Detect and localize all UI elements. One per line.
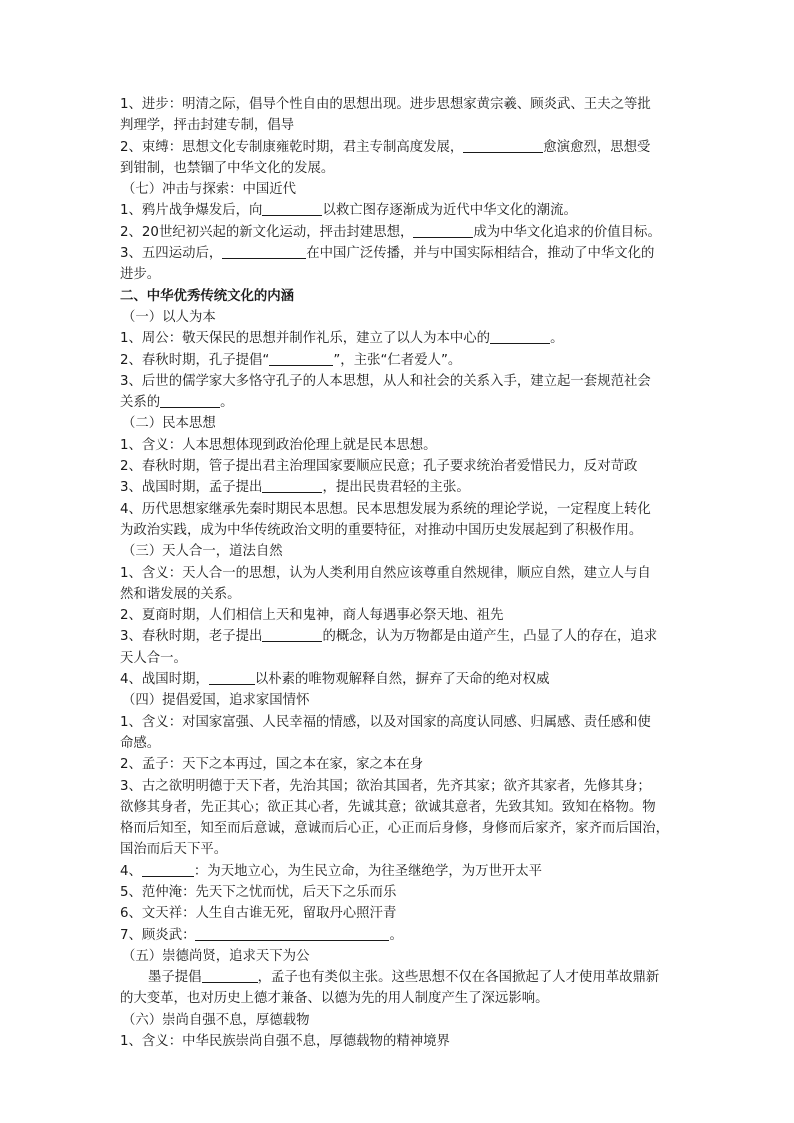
text-line — [120, 200, 680, 221]
text-segment: （五）崇德尚贤，追求天下为公 — [122, 948, 310, 964]
text-line — [120, 94, 680, 115]
text-segment: 3、战国时期，孟子提出 — [120, 480, 263, 496]
text-segment: 二、中华优秀传统文化的内涵 — [120, 288, 295, 304]
text-line — [120, 435, 680, 456]
text-segment: 到钳制，也禁锢了中华文化的发展。 — [120, 160, 335, 176]
fill-in-blank — [490, 330, 550, 344]
text-segment: 的大变革，也对历史上德才兼备、以德为先的用人制度产生了深远影响。 — [120, 991, 549, 1007]
text-segment: ，孟子也有类似主张。这些思想不仅在各国掀起了人才使用革故鼎新 — [257, 970, 660, 986]
text-line — [120, 328, 680, 349]
text-segment: 关系的 — [120, 395, 161, 411]
text-segment: 欲修其身者，先正其心；欲正其心者，先诚其意；欲诚其意者，先致其知。致知在格物。物 — [120, 799, 656, 815]
text-segment: 4、 — [120, 863, 142, 879]
fill-in-blank — [262, 202, 322, 216]
text-line — [120, 648, 680, 669]
text-line — [120, 669, 680, 690]
text-segment: 6、文天祥：人生自古谁无死，留取丹心照汗青 — [120, 906, 397, 922]
text-line — [120, 861, 680, 882]
text-segment: （六）崇尚自强不息，厚德载物 — [122, 1012, 310, 1028]
text-segment: 然和谐发展的关系。 — [120, 586, 241, 602]
text-line — [120, 626, 680, 647]
fill-in-blank — [209, 671, 255, 685]
text-line — [120, 371, 680, 392]
text-segment: 成为中华文化追求的价值目标。 — [473, 224, 661, 240]
text-segment: ，提出民贵君轻的主张。 — [322, 480, 470, 496]
fill-in-blank — [222, 245, 306, 259]
text-line — [120, 115, 680, 136]
text-segment: 墨子提倡 — [148, 970, 202, 986]
text-segment: ：为天地立心，为生民立命，为往圣继绝学，为万世开太平 — [193, 863, 543, 879]
text-line — [120, 243, 680, 264]
text-segment: 2、春秋时期，孔子提倡“ — [120, 352, 270, 368]
fill-in-blank — [262, 479, 322, 493]
text-segment: 2、春秋时期，管子提出君主治理国家要顺应民意；孔子要求统治者爱惜民力，反对苛政 — [120, 459, 638, 475]
fill-in-blank — [262, 628, 322, 642]
text-segment: 5、范仲淹：先天下之忧而忧，后天下之乐而乐 — [120, 884, 397, 900]
text-line — [120, 563, 680, 584]
subsection-heading — [120, 541, 680, 562]
text-segment: 。 — [220, 395, 234, 411]
text-line — [120, 1031, 680, 1052]
text-line — [120, 264, 680, 285]
text-segment: 2、夏商时期，人们相信上天和鬼神，商人每遇事必祭天地、祖先 — [120, 608, 504, 624]
text-line — [120, 499, 680, 520]
subsection-heading — [120, 690, 680, 711]
text-line — [120, 797, 680, 818]
fill-in-blank — [195, 927, 389, 941]
text-segment: 判理学，抨击封建专制，倡导 — [120, 118, 295, 134]
text-segment: 4、战国时期， — [120, 672, 209, 688]
text-segment: 2、束缚：思想文化专制康雍乾时期，君主专制高度发展， — [120, 139, 464, 155]
fill-in-blank — [202, 969, 258, 983]
fill-in-blank — [269, 352, 333, 366]
text-segment: （四）提倡爱国，追求家国情怀 — [122, 693, 310, 709]
text-line — [120, 392, 680, 413]
subsection-heading — [120, 1010, 680, 1031]
text-segment: 1、进步：明清之际，倡导个性自由的思想出现。进步思想家黄宗羲、顾炎武、王夫之等批 — [120, 97, 651, 112]
text-line — [120, 137, 680, 158]
text-segment: 3、后世的儒学家大多恪守孔子的人本思想，从人和社会的关系入手，建立起一套规范社会 — [120, 373, 651, 389]
text-segment: 命感。 — [120, 735, 161, 751]
text-segment: 1、周公：敬天保民的思想并制作礼乐，建立了以人为本中心的 — [120, 331, 491, 347]
text-segment: 1、鸦片战争爆发后，向 — [120, 203, 263, 219]
text-segment: ”，主张“仁者爱人”。 — [333, 352, 462, 368]
text-line — [120, 754, 680, 775]
fill-in-blank — [142, 863, 194, 877]
text-segment: （七）冲击与探索：中国近代 — [122, 182, 297, 198]
text-segment: （三）天人合一，道法自然 — [122, 544, 283, 560]
text-segment: 的概念，认为万物都是由道产生，凸显了人的存在，追求 — [322, 629, 658, 645]
text-line — [120, 882, 680, 903]
text-line — [120, 839, 680, 860]
text-line — [120, 477, 680, 498]
subsection-heading — [120, 946, 680, 967]
text-segment: 3、古之欲明明德于天下者，先治其国；欲治其国者，先齐其家；欲齐其家者，先修其身； — [120, 778, 651, 794]
text-line — [120, 988, 680, 1009]
text-segment: 国治而后天下平。 — [120, 842, 228, 858]
fill-in-blank — [160, 394, 220, 408]
text-segment: 2、20世纪初兴起的新文化运动，抨击封建思想， — [120, 224, 414, 240]
text-segment: 7、顾炎武： — [120, 927, 196, 943]
text-segment: 。 — [550, 331, 564, 347]
subsection-heading — [120, 307, 680, 328]
text-segment: 进步。 — [120, 267, 161, 283]
text-segment: 愈演愈烈，思想受 — [543, 139, 651, 155]
text-segment: 天人合一。 — [120, 650, 187, 666]
text-segment: （二）民本思想 — [122, 416, 216, 432]
text-line — [120, 605, 680, 626]
text-segment: 。 — [389, 927, 403, 943]
text-segment: 以救亡图存逐渐成为近代中华文化的潮流。 — [322, 203, 577, 219]
fill-in-blank — [413, 224, 473, 238]
text-segment: 1、含义：人本思想体现到政治伦理上就是民本思想。 — [120, 437, 437, 453]
text-segment: 3、春秋时期，老子提出 — [120, 629, 263, 645]
text-line — [120, 222, 680, 243]
text-segment: 为政治实践，成为中华传统政治文明的重要特征，对推动中国历史发展起到了积极作用。 — [120, 522, 643, 538]
text-line — [120, 712, 680, 733]
text-line — [120, 520, 680, 541]
section-heading — [120, 286, 680, 307]
text-line — [120, 776, 680, 797]
text-segment: 1、含义：对国家富强、人民幸福的情感，以及对国家的高度认同感、归属感、责任感和使 — [120, 714, 651, 730]
text-line — [120, 350, 680, 371]
text-line — [120, 733, 680, 754]
text-line — [120, 967, 680, 988]
text-line — [120, 818, 680, 839]
text-line — [120, 456, 680, 477]
text-segment: 以朴素的唯物观解释自然，摒弃了天命的绝对权威 — [254, 672, 550, 688]
text-segment: 4、历代思想家继承先秦时期民本思想。民本思想发展为系统的理论学说，一定程度上转化 — [120, 501, 651, 517]
text-line — [120, 584, 680, 605]
subsection-heading — [120, 413, 680, 434]
document-page — [120, 94, 680, 1052]
text-segment: 3、五四运动后， — [120, 246, 223, 262]
text-line — [120, 925, 680, 946]
text-segment: 格而后知至，知至而后意诚，意诚而后心正，心正而后身修，身修而后家齐，家齐而后国治， — [120, 821, 670, 837]
text-line — [120, 903, 680, 924]
text-segment: 1、含义：天人合一的思想，认为人类利用自然应该尊重自然规律，顺应自然，建立人与自 — [120, 565, 651, 581]
subsection-heading — [120, 179, 680, 200]
text-line — [120, 158, 680, 179]
text-segment: 在中国广泛传播，并与中国实际相结合，推动了中华文化的 — [306, 246, 655, 262]
text-segment: （一）以人为本 — [122, 309, 216, 325]
text-segment: 2、孟子：天下之本再过，国之本在家，家之本在身 — [120, 757, 424, 773]
fill-in-blank — [463, 139, 543, 153]
text-segment: 1、含义：中华民族崇尚自强不息，厚德载物的精神境界 — [120, 1034, 450, 1050]
